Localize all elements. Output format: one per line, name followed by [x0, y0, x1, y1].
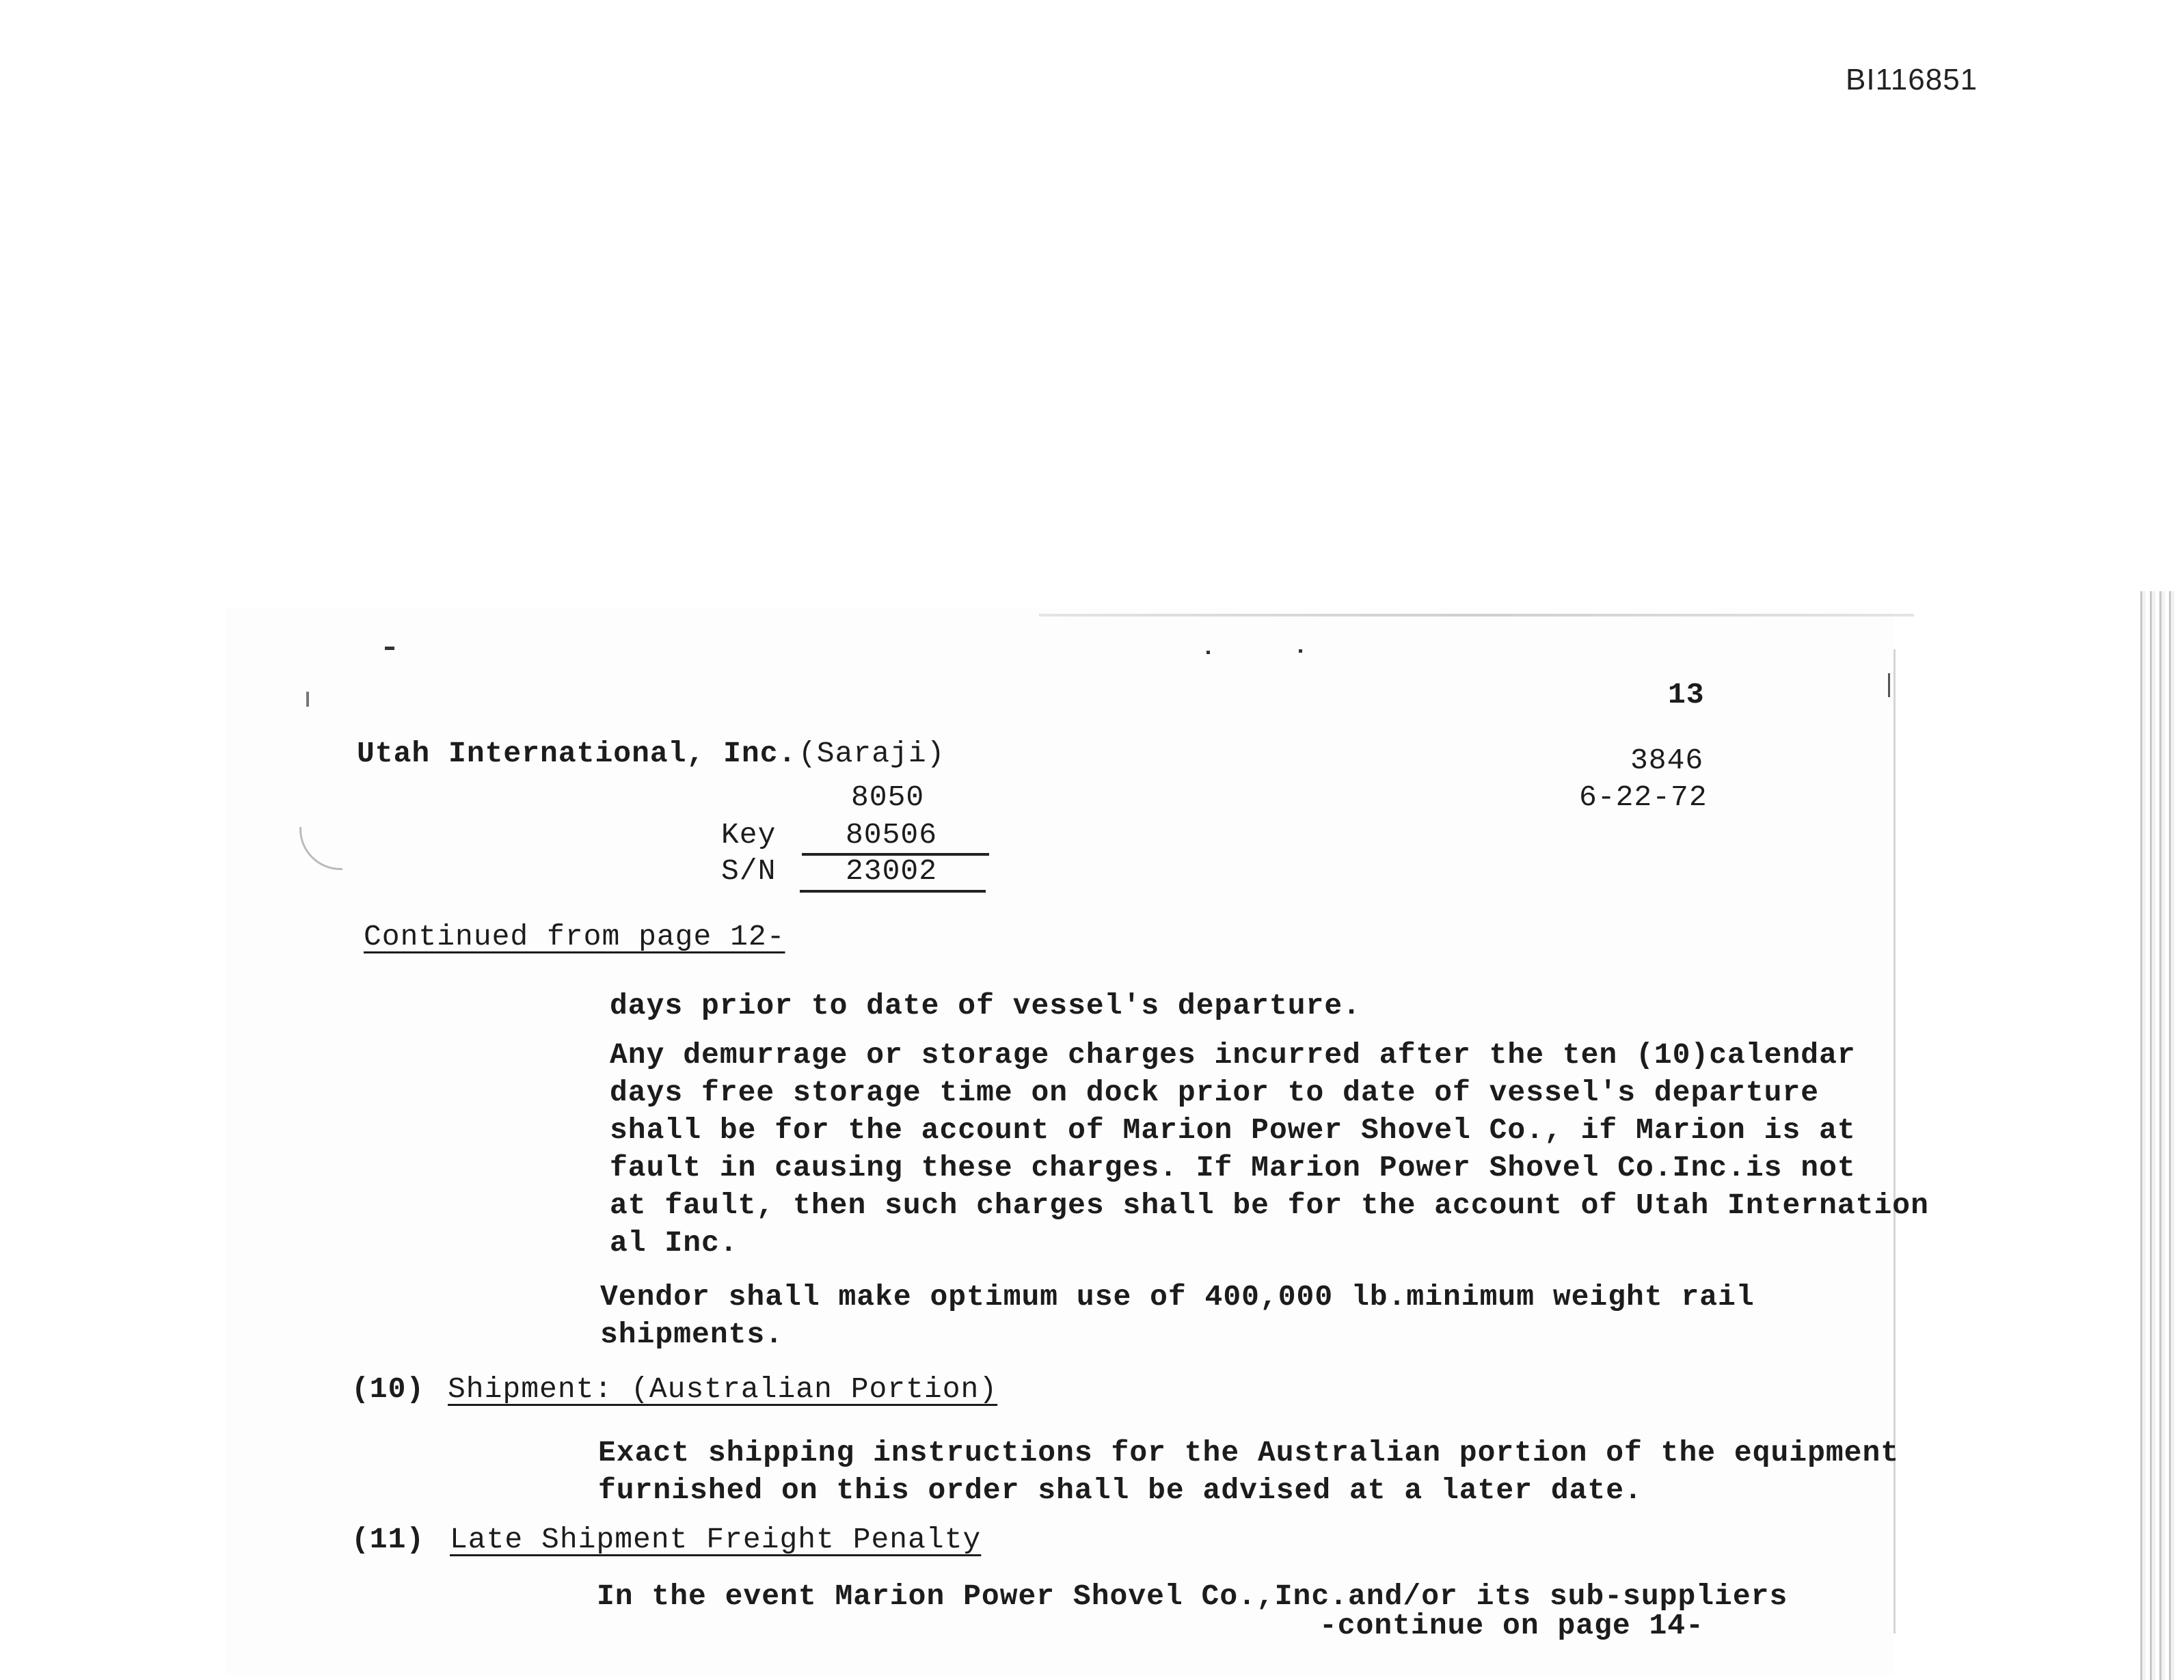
paragraph-line: In the event Marion Power Shovel Co.,Inc.and/or its sub-suppliers: [597, 1580, 1788, 1613]
paragraph-rail-shipments: [600, 1278, 1755, 1353]
scan-speck: [306, 692, 309, 707]
page-edge-top: [1039, 614, 1914, 617]
section-10-body: [598, 1434, 1899, 1509]
paragraph-line: days prior to date of vessel's departure.: [610, 989, 1361, 1022]
continued-from: Continued from page 12-: [364, 920, 785, 953]
sn-value: 23002: [846, 854, 938, 888]
machine-model: 8050: [851, 781, 925, 814]
paragraph-line: shall be for the account of Marion Power Shovel Co., if Marion is at: [610, 1113, 1856, 1147]
paragraph-line: Any demurrage or storage charges incurred after the ten (10)calendar: [610, 1038, 1856, 1072]
section-11-number: (11): [351, 1523, 425, 1556]
document-id: BI116851: [1846, 63, 1978, 96]
page-number: 13: [1668, 678, 1705, 712]
section-10-number: (10): [351, 1372, 425, 1406]
section-10-title: Shipment: (Australian Portion): [448, 1372, 998, 1406]
scan-edge-stripes: [2136, 591, 2177, 1680]
company-name: Utah International, Inc.: [357, 737, 797, 770]
sn-underline: [800, 890, 986, 893]
scan-speck: [385, 647, 394, 650]
section-11-title: Late Shipment Freight Penalty: [450, 1523, 982, 1556]
paragraph-line: shipments.: [600, 1318, 784, 1351]
key-label: Key: [721, 818, 777, 852]
paragraph-line: Exact shipping instructions for the Australian portion of the equipment: [598, 1436, 1900, 1469]
project-name: (Saraji): [798, 737, 945, 770]
order-number: 3846: [1630, 744, 1704, 777]
paragraph-line: days free storage time on dock prior to date of vessel's departure: [610, 1076, 1820, 1109]
scan-speck: [1206, 651, 1210, 654]
continue-note: -continue on page 14-: [1319, 1609, 1704, 1642]
paragraph-demurrage: [610, 1036, 1929, 1262]
paragraph-line: at fault, then such charges shall be for the account of Utah Internation: [610, 1189, 1929, 1222]
paragraph-line: al Inc.: [610, 1226, 738, 1260]
scan-speck: [1299, 649, 1302, 653]
key-value: 80506: [846, 818, 938, 852]
paragraph-line: fault in causing these charges. If Marion Power Shovel Co.Inc.is not: [610, 1151, 1856, 1184]
paragraph-departure: [610, 987, 1361, 1025]
paragraph-line: Vendor shall make optimum use of 400,000 lb.minimum weight rail: [600, 1280, 1755, 1314]
order-date: 6-22-72: [1579, 781, 1708, 814]
sn-label: S/N: [721, 854, 777, 888]
scan-speck: [1888, 673, 1890, 697]
paragraph-line: furnished on this order shall be advised at a later date.: [598, 1474, 1643, 1507]
